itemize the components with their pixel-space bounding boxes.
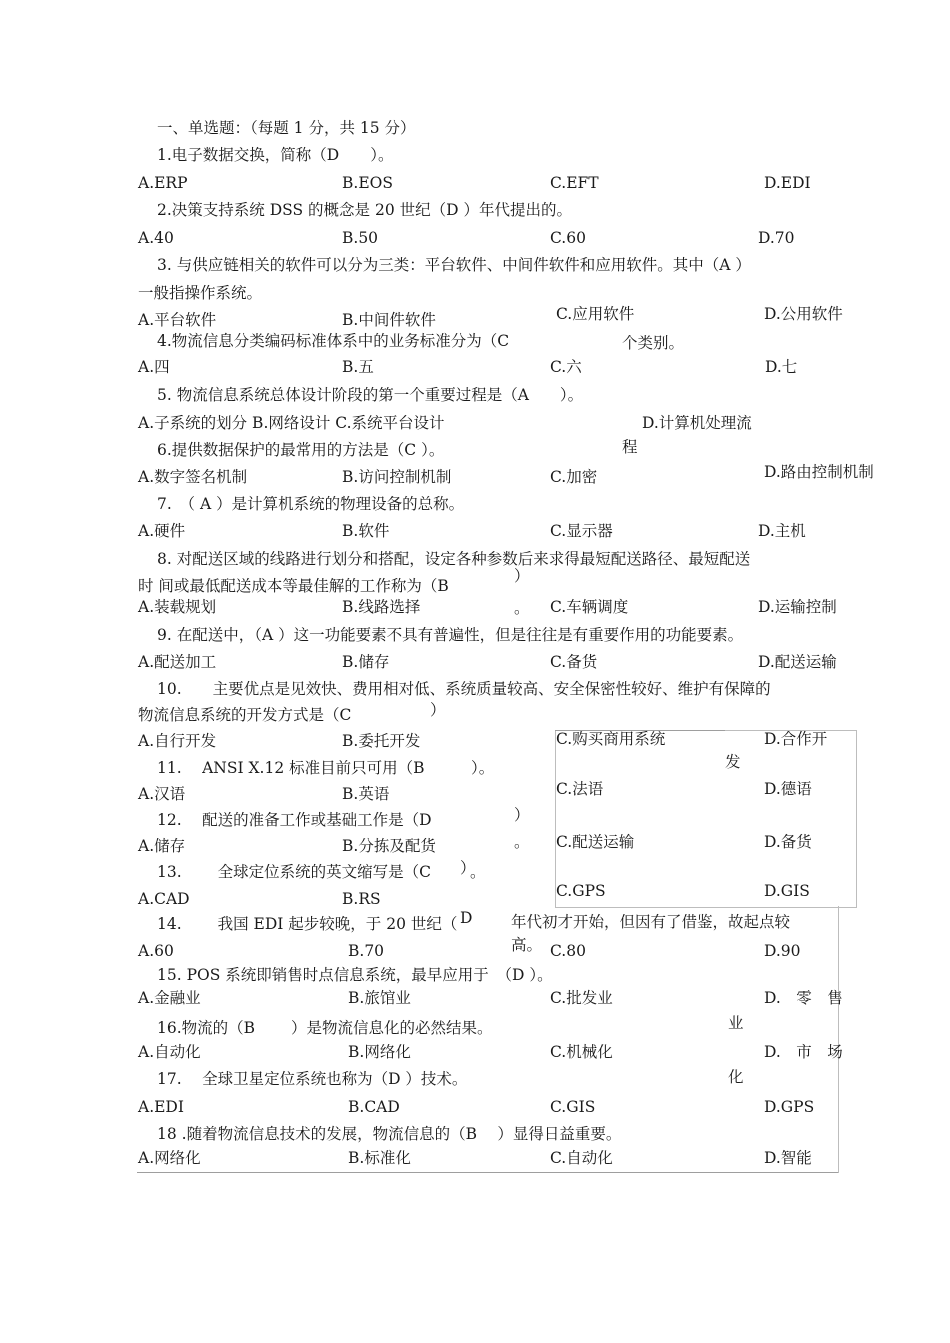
q16-option-c: C.机械化 <box>550 1043 613 1061</box>
q1-option-b: B.EOS <box>342 174 393 192</box>
q9-option-b: B.储存 <box>342 653 390 671</box>
question-6-stem: 6.提供数据保护的最常用的方法是（C ）。 <box>157 441 445 459</box>
q10-option-d-cont: 发 <box>725 753 741 771</box>
q5-option-d: D.计算机处理流 <box>642 414 752 432</box>
q8-close-paren: ） <box>514 567 530 585</box>
q18-option-a: A.网络化 <box>138 1149 201 1167</box>
q17-option-a: A.EDI <box>138 1098 184 1116</box>
q2-option-c: C.60 <box>550 229 586 247</box>
q13-option-c: C.GPS <box>556 882 606 900</box>
q10-option-c: C.购买商用系统 <box>556 730 666 748</box>
q17-option-c: C.GIS <box>550 1098 596 1116</box>
q13-close-paren: ） <box>460 859 476 877</box>
question-14-stem-tail: 年代初才开始，但因有了借鉴，故起点较 <box>511 913 791 931</box>
question-15-stem: 15. POS 系统即销售时点信息系统，最早应用于 （D ）。 <box>157 966 553 984</box>
q6-option-b: B.访问控制机制 <box>342 468 452 486</box>
question-18-stem: 18 .随着物流信息技术的发展，物流信息的（B ）显得日益重要。 <box>157 1125 622 1143</box>
q9-option-c: C.备货 <box>550 653 598 671</box>
q7-option-c: C.显示器 <box>550 522 613 540</box>
q6-option-c: C.加密 <box>550 468 598 486</box>
q12-close-paren: ） <box>514 806 530 824</box>
q11-option-a: A.汉语 <box>138 785 186 803</box>
q8-option-d: D.运输控制 <box>758 598 837 616</box>
q1-option-a: A.ERP <box>138 174 188 192</box>
question-1-stem: 1.电子数据交换，简称（D ）。 <box>157 146 394 164</box>
q10-option-b: B.委托开发 <box>342 732 421 750</box>
q15-option-d: D. 零 售 <box>764 989 843 1007</box>
q18-option-d: D.智能 <box>764 1149 812 1167</box>
question-7-stem: 7. （ A ）是计算机系统的物理设备的总称。 <box>157 495 465 513</box>
q3-option-d: D.公用软件 <box>764 305 843 323</box>
q11-option-d: D.德语 <box>764 780 812 798</box>
q16-option-d-cont: 化 <box>728 1068 744 1086</box>
q10-close-paren: ） <box>430 701 446 719</box>
q6-option-d: D.路由控制机制 <box>764 463 874 481</box>
q15-option-a: A.金融业 <box>138 989 201 1007</box>
q18-option-b: B.标准化 <box>348 1149 411 1167</box>
q6-option-a: A.数字签名机制 <box>138 468 248 486</box>
q7-option-b: B.软件 <box>342 522 390 540</box>
question-4-stem: 4.物流信息分类编码标准体系中的业务标准分为（C <box>157 332 510 350</box>
q15-option-b: B.旅馆业 <box>348 989 411 1007</box>
question-5-stem: 5. 物流信息系统总体设计阶段的第一个重要过程是（A ）。 <box>157 386 584 404</box>
q18-option-c: C.自动化 <box>550 1149 613 1167</box>
question-10-stem: 10. 主要优点是见效快、费用相对低、系统质量较高、安全保密性较好、维护有保障的 <box>157 680 771 698</box>
q14-option-a: A.60 <box>138 942 174 960</box>
q14-answer: D <box>460 909 473 927</box>
question-10-stem-cont: 物流信息系统的开发方式是（C <box>138 706 352 724</box>
lower-frame-bottom <box>137 1172 838 1173</box>
q17-option-d: D.GPS <box>764 1098 815 1116</box>
q1-option-c: C.EFT <box>550 174 599 192</box>
q12-option-d: D.备货 <box>764 833 812 851</box>
q4-option-c: C.六 <box>550 358 582 376</box>
q8-option-b: B.线路选择 <box>342 598 421 616</box>
q5-options-abc: A.子系统的划分 B.网络设计 C.系统平台设计 <box>138 414 445 432</box>
question-8-stem: 8. 对配送区域的线路进行划分和搭配，设定各种参数后来求得最短配送路径、最短配送 <box>157 550 751 568</box>
q13-option-d: D.GIS <box>764 882 810 900</box>
q9-option-d: D.配送运输 <box>758 653 837 671</box>
question-17-stem: 17. 全球卫星定位系统也称为（D ）技术。 <box>157 1070 468 1088</box>
question-13-stem: 13. 全球定位系统的英文缩写是（C <box>157 863 431 881</box>
question-8-stem-cont: 时 间或最低配送成本等最佳解的工作称为（B <box>138 577 449 595</box>
q2-option-d: D.70 <box>758 229 795 247</box>
question-3-stem-cont: 一般指操作系统。 <box>138 284 263 302</box>
q3-option-a: A.平台软件 <box>138 311 217 329</box>
q15-option-c: C.批发业 <box>550 989 613 1007</box>
q3-option-b: B.中间件软件 <box>342 311 436 329</box>
q10-option-d: D.合作开 <box>764 730 828 748</box>
q15-option-d-cont: 业 <box>728 1014 744 1032</box>
q9-option-a: A.配送加工 <box>138 653 217 671</box>
q14-option-b: B.70 <box>348 942 385 960</box>
q16-option-b: B.网络化 <box>348 1043 411 1061</box>
question-3-stem: 3. 与供应链相关的软件可以分为三类：平台软件、中间件软件和应用软件。其中（A ） <box>157 256 751 274</box>
q13-option-a: A.CAD <box>138 890 190 908</box>
q8-option-c: C.车辆调度 <box>550 598 629 616</box>
question-16-stem: 16.物流的（B ）是物流信息化的必然结果。 <box>157 1019 493 1037</box>
q7-option-d: D.主机 <box>758 522 806 540</box>
q8-option-a: A.装载规划 <box>138 598 217 616</box>
question-14-stem-tail-cont: 高。 <box>511 936 543 954</box>
question-9-stem: 9. 在配送中，（A ）这一功能要素不具有普遍性，但是往往是有重要作用的功能要素。 <box>157 626 744 644</box>
q4-option-d: D.七 <box>765 358 798 376</box>
question-4-stem-tail: 个类别。 <box>622 334 685 352</box>
q12-option-b: B.分拣及配货 <box>342 837 436 855</box>
question-12-stem: 12. 配送的准备工作或基础工作是（D <box>157 811 432 829</box>
q4-option-b: B.五 <box>342 358 374 376</box>
question-2-stem: 2.决策支持系统 DSS 的概念是 20 世纪（D ）年代提出的。 <box>157 201 572 219</box>
q7-option-a: A.硬件 <box>138 522 186 540</box>
q12-option-a: A.储存 <box>138 837 186 855</box>
q11-option-b: B.英语 <box>342 785 390 803</box>
q3-option-c: C.应用软件 <box>556 305 635 323</box>
q2-option-a: A.40 <box>138 229 174 247</box>
q11-option-c: C.法语 <box>556 780 604 798</box>
q13-option-b: B.RS <box>342 890 381 908</box>
question-14-stem: 14. 我国 EDI 起步较晚，于 20 世纪（ <box>157 915 458 933</box>
q5-option-d-cont: 程 <box>622 438 638 456</box>
q14-option-d: D.90 <box>764 942 801 960</box>
q2-option-b: B.50 <box>342 229 379 247</box>
q10-option-a: A.自行开发 <box>138 732 217 750</box>
section-title: 一、单选题：（每题 1 分，共 15 分） <box>157 119 416 137</box>
q8-period: 。 <box>514 599 530 617</box>
q17-option-b: B.CAD <box>348 1098 400 1116</box>
q14-option-c: C.80 <box>550 942 586 960</box>
q16-option-d: D. 市 场 <box>764 1043 843 1061</box>
q12-period: 。 <box>514 833 530 851</box>
q4-option-a: A.四 <box>138 358 170 376</box>
q1-option-d: D.EDI <box>764 174 811 192</box>
q12-option-c: C.配送运输 <box>556 833 635 851</box>
question-11-stem: 11. ANSI X.12 标准目前只可用（B ）。 <box>157 759 495 777</box>
q13-period: 。 <box>470 863 486 881</box>
q16-option-a: A.自动化 <box>138 1043 201 1061</box>
